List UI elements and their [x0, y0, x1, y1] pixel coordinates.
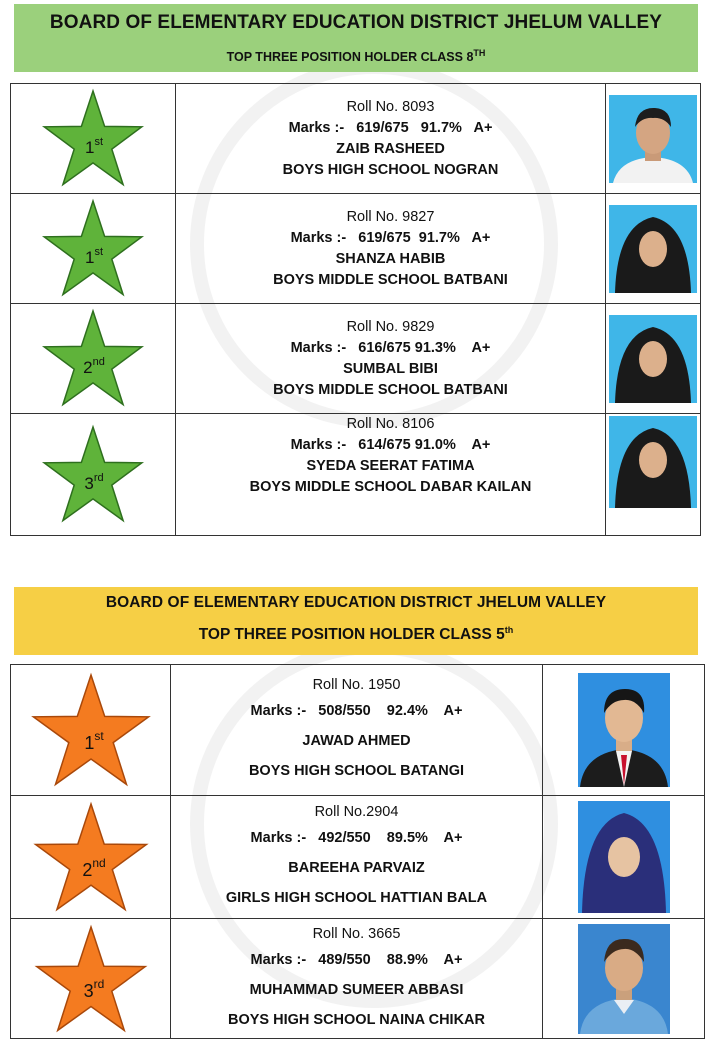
class8-subtitle: TOP THREE POSITION HOLDER CLASS 8TH — [226, 48, 486, 65]
star-icon — [18, 87, 168, 191]
marks-line: Marks :- 619/675 91.7% A+ — [288, 119, 493, 136]
student-name: SHANZA HABIB — [335, 250, 446, 267]
marks-line: Marks :- 616/675 91.3% A+ — [290, 339, 491, 356]
school-name: BOYS HIGH SCHOOL NOGRAN — [282, 161, 499, 178]
student-photo — [609, 95, 697, 183]
position-number: 2 — [83, 357, 93, 377]
student-photo — [609, 416, 697, 508]
table-row — [11, 304, 701, 414]
roll-number: Roll No. 8106 — [346, 416, 435, 432]
class5-position-table — [10, 664, 705, 1039]
table-row — [11, 919, 705, 1039]
marks-line: Marks :- 614/675 91.0% A+ — [290, 437, 491, 453]
position-star-cell — [11, 414, 176, 536]
position-suffix: st — [93, 729, 104, 743]
student-photo — [578, 673, 670, 787]
photo-cell — [606, 84, 701, 194]
class8-header — [14, 4, 698, 72]
student-photo — [578, 924, 670, 1034]
position-number: 3 — [83, 980, 94, 1001]
marks-line: Marks :- 489/550 88.9% A+ — [250, 951, 463, 968]
star-icon — [16, 921, 166, 1037]
photo-cell — [543, 796, 705, 919]
roll-number: Roll No.2904 — [314, 804, 399, 820]
marks-line: Marks :- 508/550 92.4% A+ — [250, 703, 463, 719]
class5-board-title: BOARD OF ELEMENTARY EDUCATION DISTRICT JHELUM VALLEY — [105, 594, 607, 611]
position-suffix: nd — [92, 355, 105, 368]
student-name: MUHAMMAD SUMEER ABBASI — [249, 981, 464, 998]
position-suffix: rd — [93, 976, 104, 991]
marks-line: Marks :- 619/675 91.7% A+ — [290, 229, 491, 246]
position-suffix: rd — [93, 471, 104, 484]
student-photo — [609, 315, 697, 403]
photo-cell — [543, 919, 705, 1039]
table-row — [11, 194, 701, 304]
star-icon — [16, 669, 166, 791]
position-number: 3 — [84, 473, 94, 493]
student-info — [176, 194, 606, 304]
position-suffix: nd — [91, 856, 106, 870]
student-info — [176, 414, 606, 536]
marks-line: Marks :- 492/550 89.5% A+ — [250, 830, 463, 846]
school-name: BOYS MIDDLE SCHOOL DABAR KAILAN — [249, 479, 532, 495]
position-star-cell — [11, 919, 171, 1039]
student-info — [176, 304, 606, 414]
position-star-cell — [11, 665, 171, 796]
position-number: 1 — [83, 733, 94, 753]
roll-number: Roll No. 8093 — [346, 98, 435, 115]
photo-cell — [606, 414, 701, 536]
position-star-cell — [11, 194, 176, 304]
student-name: ZAIB RASHEED — [336, 140, 445, 157]
star-icon — [18, 307, 168, 411]
school-name: BOYS HIGH SCHOOL BATANGI — [248, 763, 465, 779]
roll-number: Roll No. 9829 — [346, 318, 435, 335]
student-name: JAWAD AHMED — [302, 733, 411, 749]
class8-board-title: BOARD OF ELEMENTARY EDUCATION DISTRICT JHELUM VALLEY — [49, 12, 663, 33]
student-name: SYEDA SEERAT FATIMA — [306, 458, 475, 474]
position-star-cell — [11, 84, 176, 194]
student-name: BAREEHA PARVAIZ — [288, 860, 425, 876]
table-row — [11, 665, 705, 796]
roll-number: Roll No. 3665 — [312, 925, 401, 942]
class5-subtitle: TOP THREE POSITION HOLDER CLASS 5th — [198, 625, 514, 644]
student-photo — [578, 801, 670, 913]
position-suffix: st — [94, 135, 104, 148]
roll-number: Roll No. 9827 — [346, 208, 435, 225]
position-star-cell — [11, 304, 176, 414]
student-info — [171, 665, 543, 796]
class8-position-table — [10, 83, 701, 536]
student-photo — [609, 205, 697, 293]
school-name: BOYS MIDDLE SCHOOL BATBANI — [273, 271, 508, 288]
position-number: 1 — [84, 247, 95, 267]
position-number: 1 — [84, 137, 95, 157]
roll-number: Roll No. 1950 — [312, 677, 401, 693]
star-icon — [18, 423, 168, 527]
table-row — [11, 796, 705, 919]
student-info — [176, 84, 606, 194]
star-icon — [18, 197, 168, 301]
table-row — [11, 84, 701, 194]
student-info — [171, 796, 543, 919]
position-star-cell — [11, 796, 171, 919]
student-name: SUMBAL BIBI — [343, 360, 438, 377]
student-info — [171, 919, 543, 1039]
school-name: BOYS HIGH SCHOOL NAINA CHIKAR — [228, 1011, 485, 1028]
position-number: 2 — [81, 860, 92, 880]
table-row — [11, 414, 701, 536]
photo-cell — [606, 304, 701, 414]
class5-header — [14, 587, 698, 655]
star-icon — [16, 798, 166, 916]
school-name: GIRLS HIGH SCHOOL HATTIAN BALA — [225, 890, 488, 906]
position-suffix: st — [94, 245, 104, 258]
photo-cell — [543, 665, 705, 796]
school-name: BOYS MIDDLE SCHOOL BATBANI — [273, 381, 508, 398]
photo-cell — [606, 194, 701, 304]
